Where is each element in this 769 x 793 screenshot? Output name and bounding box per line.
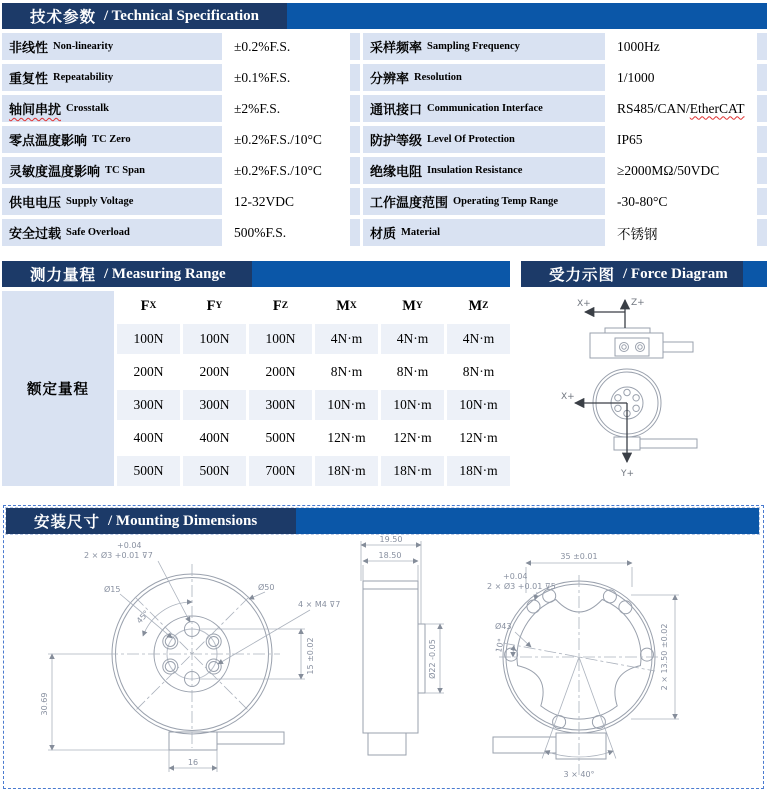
column-header: M Z [468,297,489,314]
spec-value: 1/1000 [608,64,754,91]
spacer-strip [757,219,767,246]
sensor-side-body [590,333,663,358]
spec-label-zh: 工作温度范围 [370,195,449,210]
dim-hole-offset: 2 × 13.50 ±0.02 [660,623,669,691]
x-axis-label: X+ [561,392,575,402]
spec-label [2,64,222,91]
mount-hole [553,716,566,729]
range-data-row [117,456,510,486]
dim-angle-45: 45° [134,608,151,626]
spec-label-zh: 灵敏度温度影响 [9,164,101,179]
spacer-strip [350,33,360,60]
range-cell: 500N [265,430,296,445]
spec-label-zh: 供电电压 [9,195,62,210]
range-data-row [117,390,510,420]
spec-label-zh: 分辨率 [370,71,410,86]
section-header-title-block [2,261,252,287]
dim-bolt-circle: Ø15 [104,585,121,594]
range-cell: 4N·m [315,324,378,354]
spacer-strip [350,64,360,91]
connector-tab [169,732,217,750]
spec-label-en: Repeatability [53,72,114,83]
range-cell: 100N [249,324,312,354]
column-header: F Z [272,297,289,314]
spec-label [2,188,222,215]
range-cell: 400N [199,430,230,445]
spec-label [2,157,222,184]
spec-label-en: Supply Voltage [66,196,134,207]
value-text: RS485/CAN/ [617,100,690,116]
dim-dowel-holes: 2 × Ø3 +0.01 ⊽5 [487,582,556,591]
spec-label [2,126,222,153]
range-cell: 4N·m [447,324,510,354]
range-cell: 8N·m [462,364,495,379]
spec-label [363,64,605,91]
y-axis-label: Y+ [621,469,635,479]
section-title-zh: 测力量程 [30,267,97,284]
spec-value: ≥2000MΩ/50VDC [608,157,754,184]
table-row [2,33,767,60]
range-cell: 10N·m [447,390,510,420]
range-cell: 12N·m [459,430,498,445]
spec-value: ±0.2%F.S. [225,33,347,60]
range-cell: 8N·m [330,364,363,379]
range-cell: 100N [117,324,180,354]
range-cell: 200N [265,364,296,379]
spec-value: ±0.1%F.S. [225,64,347,91]
range-cell: 500N [183,456,246,486]
spec-value: ±0.2%F.S./10°C [225,126,347,153]
dim-hole-pitch: 15 ±0.02 [306,637,315,675]
spec-label-en: Operating Temp Range [453,196,559,207]
spacer-strip [350,157,360,184]
spec-label [2,219,222,246]
spec-label-zh: 重复性 [9,71,49,86]
dim-d22: Ø22 -0.05 [428,639,437,679]
dim-outer-height: 19.50 [379,535,403,544]
spec-label [363,126,605,153]
range-cell: 200N [199,364,230,379]
spec-label-zh: 材质 [370,226,397,241]
z-axis-label: Z+ [631,298,645,308]
spec-value: 1000Hz [608,33,754,60]
sensor-terminal-block [615,338,649,356]
rear-view-drawing [479,529,765,787]
cable-stub [217,732,284,744]
range-cell: 200N [133,364,164,379]
range-cell: 12N·m [327,430,366,445]
spec-label-zh: 安全过载 [9,226,62,241]
spec-value: ±0.2%F.S./10°C [225,157,347,184]
spec-label-en: Resolution [414,72,462,83]
spec-label-en: Safe Overload [66,227,130,238]
spec-label-zh: 绝缘电阻 [370,164,423,179]
cable-stub [493,737,556,753]
spec-label [2,95,222,122]
spec-label-zh: 非线性 [9,40,49,55]
mount-hole [505,648,518,661]
spec-value: 不锈钢 [608,219,754,246]
side-view-drawing [344,531,494,786]
mount-hole [619,601,632,614]
table-row [2,64,767,91]
spacer-strip [757,126,767,153]
spacer-strip [757,95,767,122]
range-cell: 100N [183,324,246,354]
technical-spec-table [2,33,767,246]
spec-value: 12-32VDC [225,188,347,215]
spec-value [608,95,754,122]
range-cell: 300N [249,390,312,420]
dim-tab-width: 16 [187,758,199,767]
dim-height: 30.69 [40,692,49,716]
range-header-row [117,291,510,321]
column-header: M Y [402,297,423,314]
section-header-title-block [6,508,296,534]
range-cell: 700N [249,456,312,486]
sensor-top-plate [605,328,650,333]
connector-tab [368,733,406,755]
range-cell: 8N·m [396,364,429,379]
section-title-en: / Technical Specification [104,7,260,24]
spec-value: ±2%F.S. [225,95,347,122]
table-row [2,126,767,153]
mount-hole [592,716,605,729]
spec-label [363,219,605,246]
spec-label-zh: 零点温度影响 [9,133,88,148]
range-data-row [117,324,510,354]
range-data-row [117,423,510,453]
section-title-en: / Measuring Range [104,265,226,282]
spacer-strip [757,64,767,91]
range-grid [117,291,510,486]
spacer-strip [757,157,767,184]
dim-d43: Ø43 [495,622,512,631]
value-text-spellcheck: EtherCAT [689,100,745,116]
section-title-zh: 安装尺寸 [34,514,101,531]
spec-label-zh: 防护等级 [370,133,423,148]
dim-inner-height: 18.50 [378,551,402,560]
x-axis-label: X+ [577,299,591,309]
spec-label [363,188,605,215]
mount-hole [603,590,616,603]
spec-label-en: Communication Interface [427,103,543,114]
column-header: F X [140,297,157,314]
spec-label-zh: 采样频率 [370,40,423,55]
range-cell: 10N·m [315,390,378,420]
measuring-range-table [2,291,510,486]
range-data-row [117,357,510,387]
mounting-dimensions-section [3,505,764,789]
table-row [2,157,767,184]
spec-label [363,33,605,60]
spacer-strip [757,33,767,60]
flange-band [418,624,425,693]
angle-dim-arc [513,646,514,658]
spacer-strip [350,219,360,246]
front-view-drawing [22,534,367,786]
spec-value: IP65 [608,126,754,153]
range-cell: 18N·m [447,456,510,486]
dim-m4-holes: 4 × M4 ⊽7 [298,600,341,609]
spec-label-en: Material [401,227,441,238]
range-cell: 400N [133,430,164,445]
column-header: M X [336,297,357,314]
cable-stub [663,342,693,352]
section-header-measuring-range [2,261,510,287]
spec-label-en: Insulation Resistance [427,165,523,176]
dim-dowel-holes: 2 × Ø3 +0.01 ⊽7 [84,551,153,560]
spec-label-en: Non-linearity [53,41,114,52]
section-header-title-block [521,261,743,287]
section-header-title-block [2,3,287,29]
spec-value: -30-80°C [608,188,754,215]
dim-angle-10: 10° [494,637,506,654]
spec-label-en: Sampling Frequency [427,41,520,52]
spec-label [2,33,222,60]
section-title-zh: 受力示图 [549,267,616,284]
rated-range-label: 额定量程 [2,291,114,486]
mount-hole [543,589,556,602]
range-cell: 18N·m [381,456,444,486]
range-cell: 4N·m [381,324,444,354]
table-row [2,95,767,122]
section-title-en: / Force Diagram [623,265,728,282]
table-row [2,188,767,215]
section-title-zh: 技术参数 [30,9,97,26]
dim-tolerance: +0.04 [503,572,528,581]
dim-width: 35 ±0.01 [560,552,598,561]
spec-label-en: Crosstalk [66,103,109,114]
dim-tolerance: +0.04 [117,541,142,550]
range-cell: 12N·m [393,430,432,445]
spec-label-zh: 通讯接口 [370,102,423,117]
range-cell: 18N·m [315,456,378,486]
section-header-technical-spec [2,3,767,29]
body-outline [363,581,418,733]
range-cell: 10N·m [381,390,444,420]
spacer-strip [350,95,360,122]
spec-label-en: Level Of Protection [427,134,515,145]
mount-hole [527,600,540,613]
spacer-strip [757,188,767,215]
spec-label-en: TC Zero [92,134,131,145]
spec-value: 500%F.S. [225,219,347,246]
spec-label [363,95,605,122]
column-header: F Y [206,297,223,314]
range-cell: 500N [117,456,180,486]
cable-stub [640,439,697,448]
dim-angle-40: 3 × 40° [563,770,595,779]
dim-outer-dia: Ø50 [258,583,275,592]
range-cell: 300N [183,390,246,420]
range-cell: 300N [117,390,180,420]
spec-label-en: TC Span [105,165,145,176]
section-title-en: / Mounting Dimensions [108,512,258,529]
spacer-strip [350,188,360,215]
section-header-force-diagram [521,261,767,287]
spec-label [363,157,605,184]
force-diagram-drawing [521,292,767,488]
spec-label-zh: 轴间串扰 [9,102,62,117]
table-row [2,219,767,246]
spacer-strip [350,126,360,153]
